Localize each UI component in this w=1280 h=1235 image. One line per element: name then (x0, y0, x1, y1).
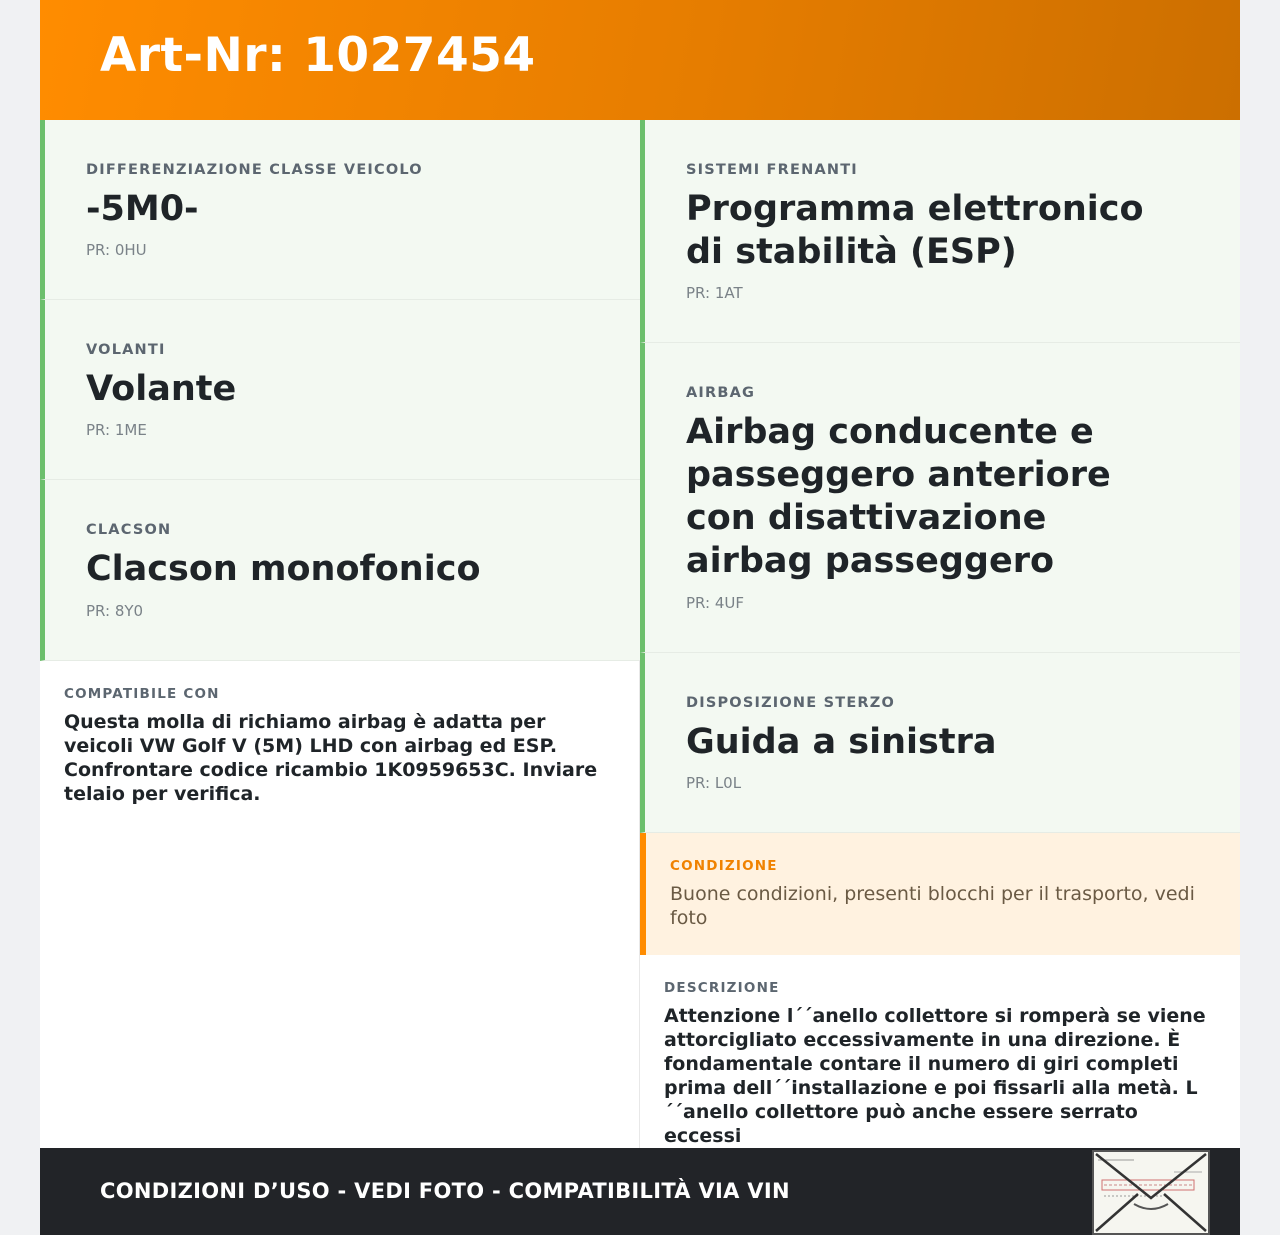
spec-pr-code: PR: 0HU (86, 241, 147, 259)
compatibility-section (40, 661, 639, 1148)
spec-label: DIFFERENZIAZIONE CLASSE VEICOLO (86, 162, 423, 178)
spec-card-steering-wheel (40, 300, 640, 480)
article-sheet (40, 0, 1240, 1235)
spec-card-braking-systems (640, 120, 1240, 343)
spec-pr-code: PR: L0L (686, 774, 742, 792)
spec-card-vehicle-class (40, 120, 640, 300)
compatibility-label: COMPATIBILE CON (64, 686, 220, 702)
spec-label: SISTEMI FRENANTI (686, 162, 858, 178)
spec-value: Airbag conducente e passeggero anteriore con disattivazione airbag passeggero (686, 412, 1111, 581)
spec-value: Guida a sinistra (686, 722, 997, 762)
condition-section (640, 833, 1240, 955)
spec-label: VOLANTI (86, 342, 166, 358)
spec-label: AIRBAG (686, 385, 756, 401)
condition-text: Buone condizioni, presenti blocchi per il trasporto, vedi foto (670, 883, 1195, 929)
spec-label: DISPOSIZIONE STERZO (686, 695, 896, 711)
spec-pr-code: PR: 1AT (686, 284, 743, 302)
condition-label: CONDIZIONE (670, 858, 778, 874)
footer-text: CONDIZIONI D’USO - VEDI FOTO - COMPATIBILITÀ VIA VIN (100, 1179, 790, 1203)
envelope-photo-graphic (1094, 1152, 1208, 1233)
spec-value: Clacson monofonico (86, 549, 481, 589)
envelope-photo-icon[interactable] (1092, 1150, 1210, 1235)
spec-pr-code: PR: 8Y0 (86, 602, 144, 620)
description-label: DESCRIZIONE (664, 980, 780, 996)
header-banner (40, 0, 1240, 120)
description-text: Attenzione l´´anello collettore si romperà se viene attorcigliato eccessivamente in una direzione. È fondamentale contare il numero di giri completi prima dell´´installazione e poi fissarli alla metà. L´´anello collettore può anche essere serrato eccessi (664, 1005, 1206, 1147)
spec-value: -5M0- (86, 189, 199, 229)
spec-card-horn (40, 480, 640, 661)
description-section (640, 955, 1240, 1148)
spec-label: CLACSON (86, 522, 172, 538)
compatibility-text: Questa molla di richiamo airbag è adatta per veicoli VW Golf V (5M) LHD con airbag ed ESP. Confrontare codice ricambio 1K0959653C. Inviare telaio per verifica. (64, 711, 598, 805)
spec-value: Programma elettronico di stabilità (ESP) (686, 189, 1144, 272)
spec-card-steering-layout (640, 653, 1240, 833)
spec-pr-code: PR: 4UF (686, 594, 744, 612)
article-number-title: Art-Nr: 1027454 (100, 28, 536, 83)
footer-bar (40, 1148, 1240, 1235)
spec-pr-code: PR: 1ME (86, 421, 147, 439)
spec-value: Volante (86, 369, 237, 409)
spec-card-airbag (640, 343, 1240, 653)
